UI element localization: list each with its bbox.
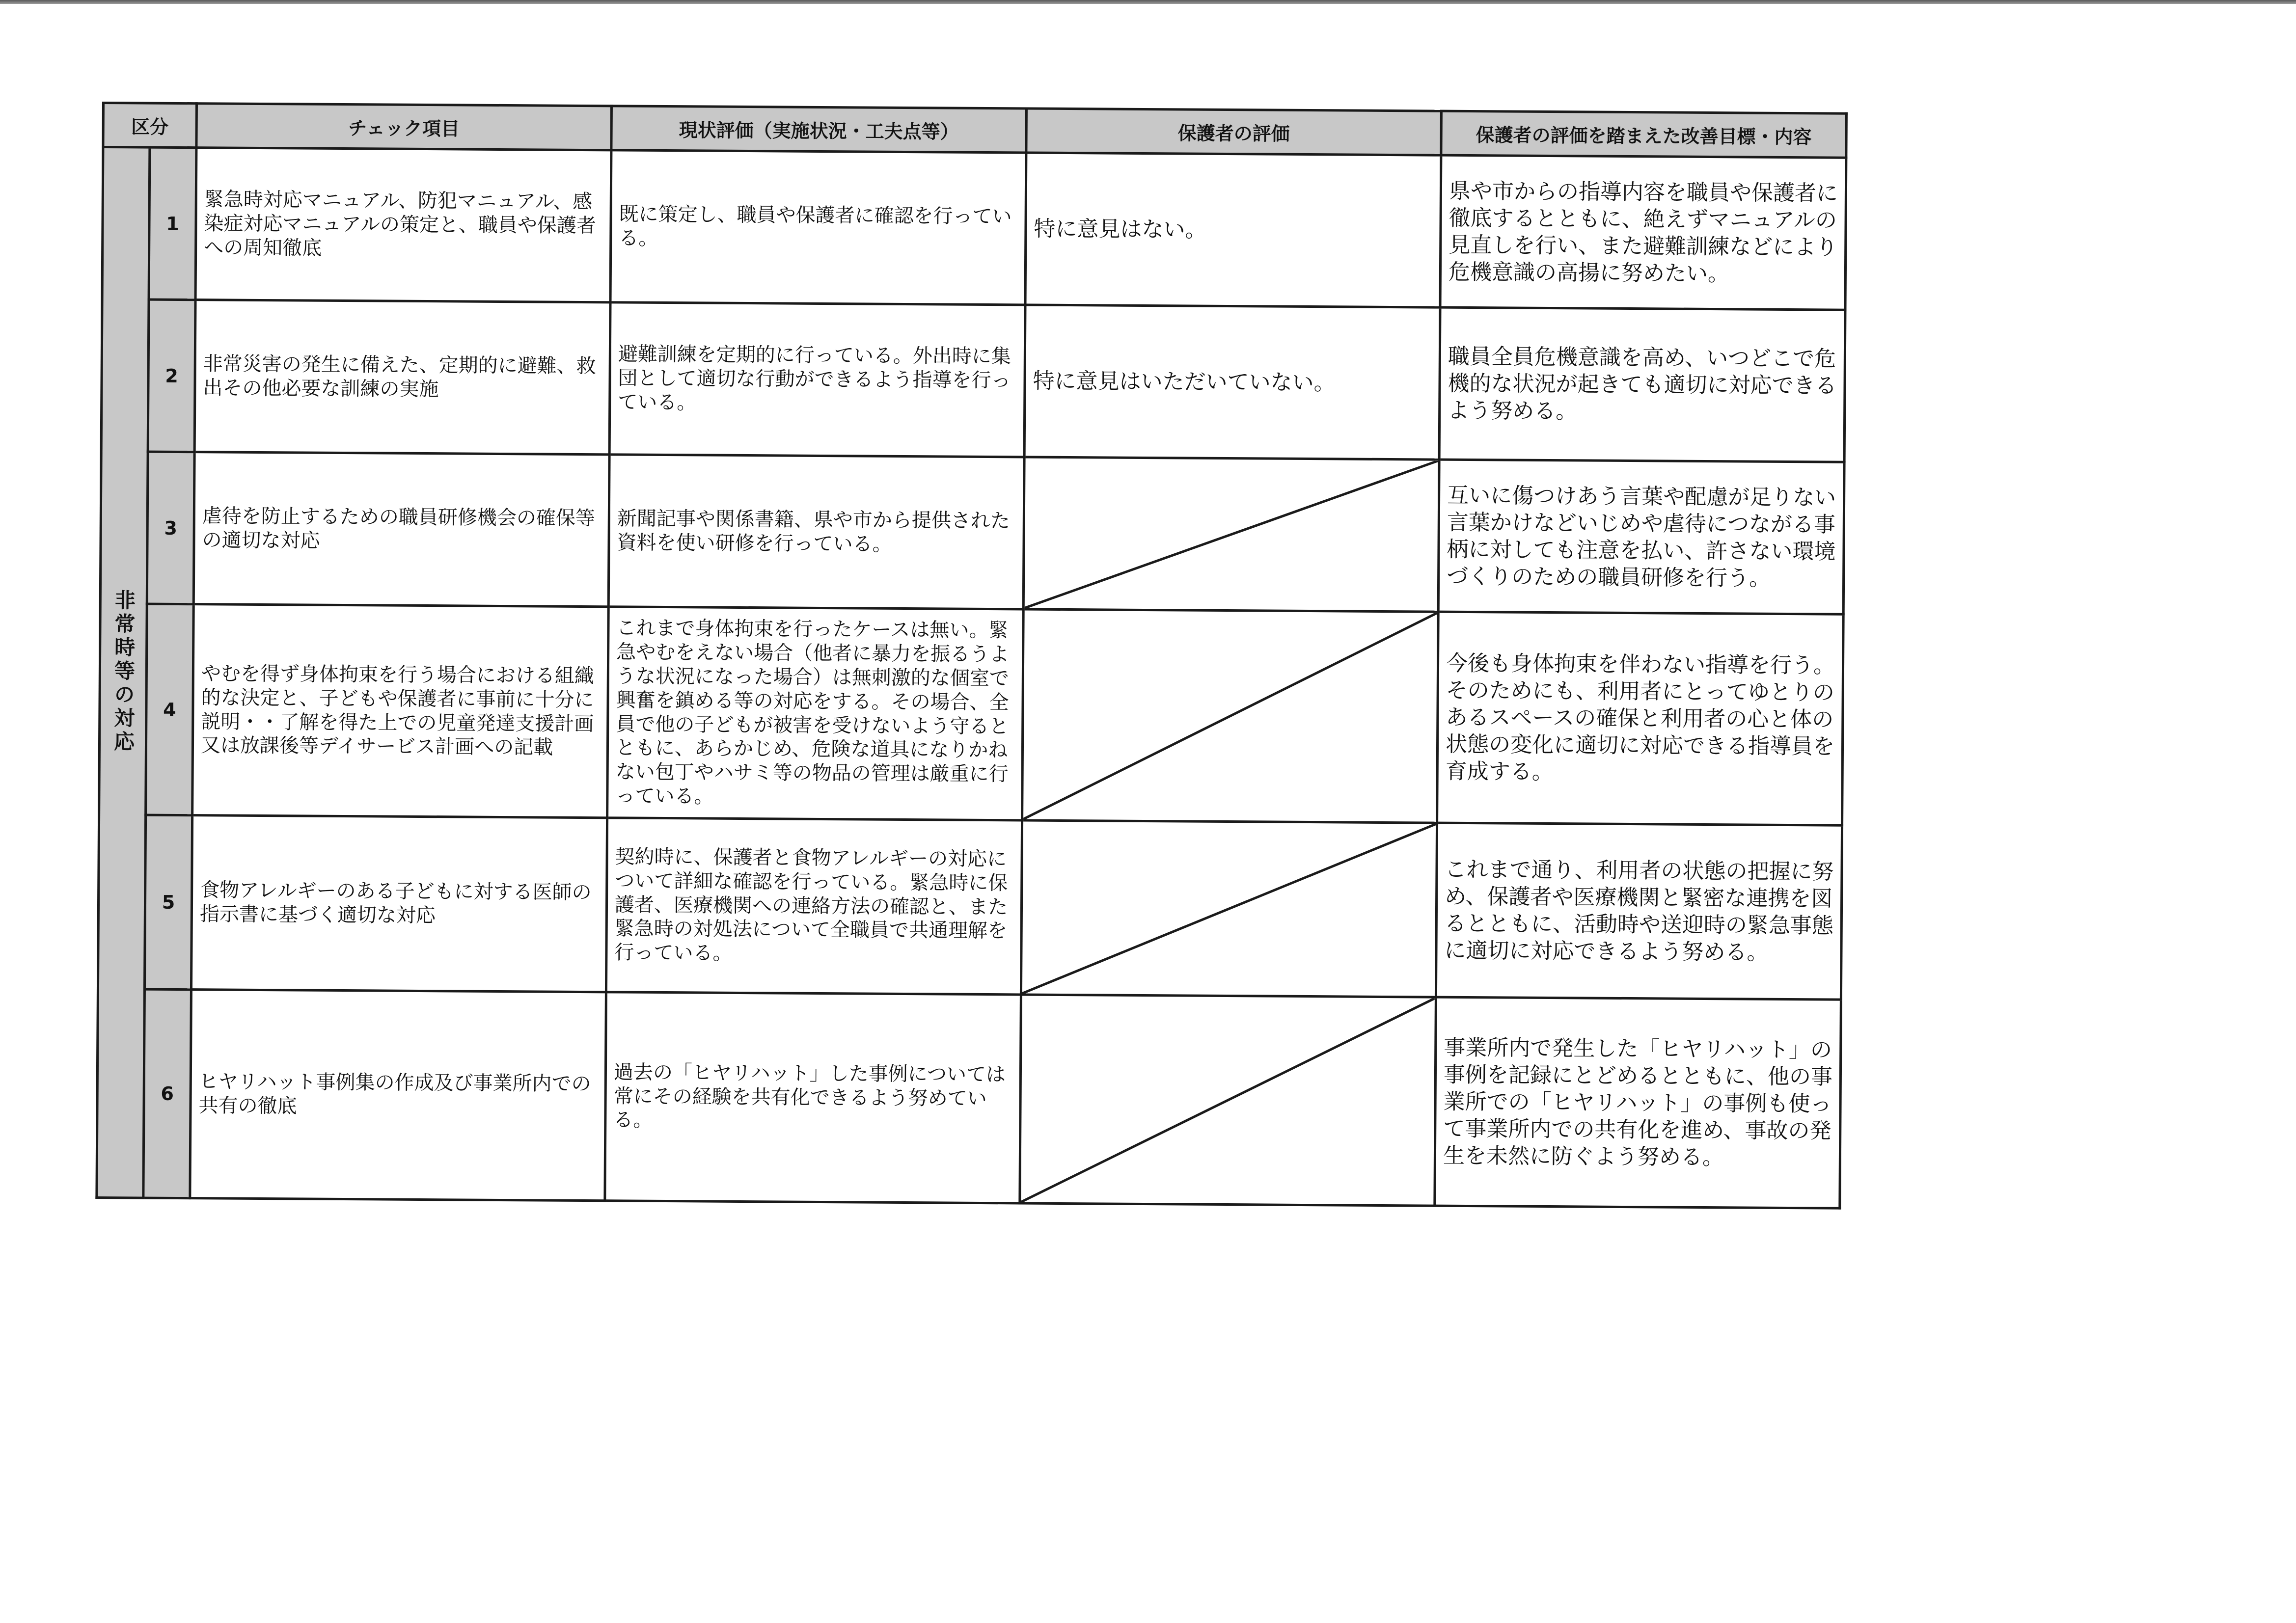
guardian-eval-empty-slash	[1023, 457, 1439, 612]
row-number: 2	[148, 299, 195, 452]
check-item-text: 虐待を防止するための職員研修機会の確保等の適切な対応	[193, 452, 609, 607]
current-eval-text: 過去の「ヒヤリハット」した事例については常にその経験を共有化できるよう努めている。	[605, 992, 1021, 1203]
table-row	[97, 989, 1841, 1208]
guardian-eval-empty-slash	[1022, 609, 1439, 823]
current-eval-text: 契約時に、保護者と食物アレルギーの対応について詳細な確認を行っている。緊急時に保護者、医療機関への連絡方法の確認と、また緊急時の対処法について全職員で共通理解を行っている。	[606, 818, 1022, 995]
check-item-text: やむを得ず身体拘束を行う場合における組織的な決定と、子どもや保護者に事前に十分に説明・・了解を得た上での児童発達支援計画又は放課後等デイサービス計画への記載	[192, 604, 609, 818]
row-number: 5	[144, 815, 192, 990]
check-item-text: 食物アレルギーのある子どもに対する医師の指示書に基づく適切な対応	[191, 815, 607, 992]
diagonal-slash-line	[1021, 996, 1435, 1204]
row-number: 3	[147, 452, 194, 604]
improvement-text: 互いに傷つけあう言葉や配慮が足りない言葉かけなどいじめや虐待につながる事柄に対しても注意を払い、許さない環境づくりのための職員研修を行う。	[1438, 460, 1844, 614]
category-label: 非常時等の対応	[110, 589, 136, 754]
improvement-text: 今後も身体拘束を伴わない指導を行う。そのためにも、利用者にとってゆとりのあるスペースの確保と利用者の心と体の状態の変化に適切に対応できる指導員を育成する。	[1437, 612, 1844, 825]
guardian-eval-text: 特に意見はない。	[1025, 153, 1441, 307]
check-item-text: 緊急時対応マニュアル、防犯マニュアル、感染症対応マニュアルの策定と、職員や保護者への周知徹底	[195, 148, 611, 302]
current-eval-text: 避難訓練を定期的に行っている。外出時に集団として適切な行動ができるよう指導を行っている。	[609, 302, 1025, 457]
table-row	[99, 603, 1844, 825]
table-row	[100, 452, 1844, 615]
improvement-text: 職員全員危機意識を高め、いつどこで危機的な状況が起きても適切に対応できるよう努める。	[1439, 307, 1845, 462]
table-row	[102, 147, 1846, 310]
row-number: 1	[149, 147, 196, 300]
check-item-text: ヒヤリハット事例集の作成及び事業所内での共有の徹底	[190, 990, 606, 1201]
current-eval-text: 新聞記事や関係書籍、県や市から提供された資料を使い研修を行っている。	[608, 455, 1024, 609]
guardian-eval-empty-slash	[1020, 995, 1436, 1206]
improvement-text: 事業所内で発生した「ヒヤリハット」の事例を記録にとどめるとともに、他の事業所での「ヒヤリハット」の事例も使って事業所内での共有化を進め、事故の発生を未然に防ぐよう努める。	[1435, 997, 1841, 1208]
header-improvement: 保護者の評価を踏まえた改善目標・内容	[1441, 111, 1847, 158]
header-category: 区分	[103, 103, 197, 148]
evaluation-table	[95, 102, 1848, 1210]
improvement-text: 県や市からの指導内容を職員や保護者に徹底するとともに、絶えずマニュアルの見直しを行い、また避難訓練などにより危機意識の高揚に努めたい。	[1440, 155, 1846, 310]
diagonal-slash-line	[1023, 610, 1437, 821]
check-item-text: 非常災害の発生に備えた、定期的に避難、救出その他必要な訓練の実施	[194, 300, 610, 455]
current-eval-text: これまで身体拘束を行ったケースは無い。緊急やむをえない場合（他者に暴力を振るうような状況になった場合）は無刺激的な個室で興奮を鎮める等の対応をする。その場合、全員で他の子どもが被害を受けないよう守るとともに、あらかじめ、危険な道具になりかねない包丁やハサミ等の物品の管理は厳重に行っている。	[607, 607, 1024, 820]
diagonal-slash-line	[1022, 821, 1436, 996]
diagonal-slash-line	[1025, 459, 1438, 611]
guardian-eval-text: 特に意見はいただいていない。	[1024, 305, 1440, 460]
row-number: 6	[143, 989, 191, 1198]
table-row	[101, 299, 1845, 462]
header-guardian-eval: 保護者の評価	[1026, 108, 1442, 155]
scan-top-edge	[0, 0, 2296, 4]
category-cell	[97, 147, 150, 1198]
header-check-item: チェック項目	[196, 104, 612, 150]
table-row	[98, 814, 1842, 1000]
guardian-eval-empty-slash	[1021, 820, 1437, 997]
improvement-text: これまで通り、利用者の状態の把握に努め、保護者や医療機関と緊密な連携を図るとともに、活動時や送迎時の緊急事態に適切に対応できるよう努める。	[1436, 823, 1842, 1000]
evaluation-sheet	[95, 102, 1845, 1210]
current-eval-text: 既に策定し、職員や保護者に確認を行っている。	[610, 150, 1026, 305]
header-current-eval: 現状評価（実施状況・工夫点等）	[611, 106, 1027, 153]
row-number: 4	[146, 604, 194, 815]
